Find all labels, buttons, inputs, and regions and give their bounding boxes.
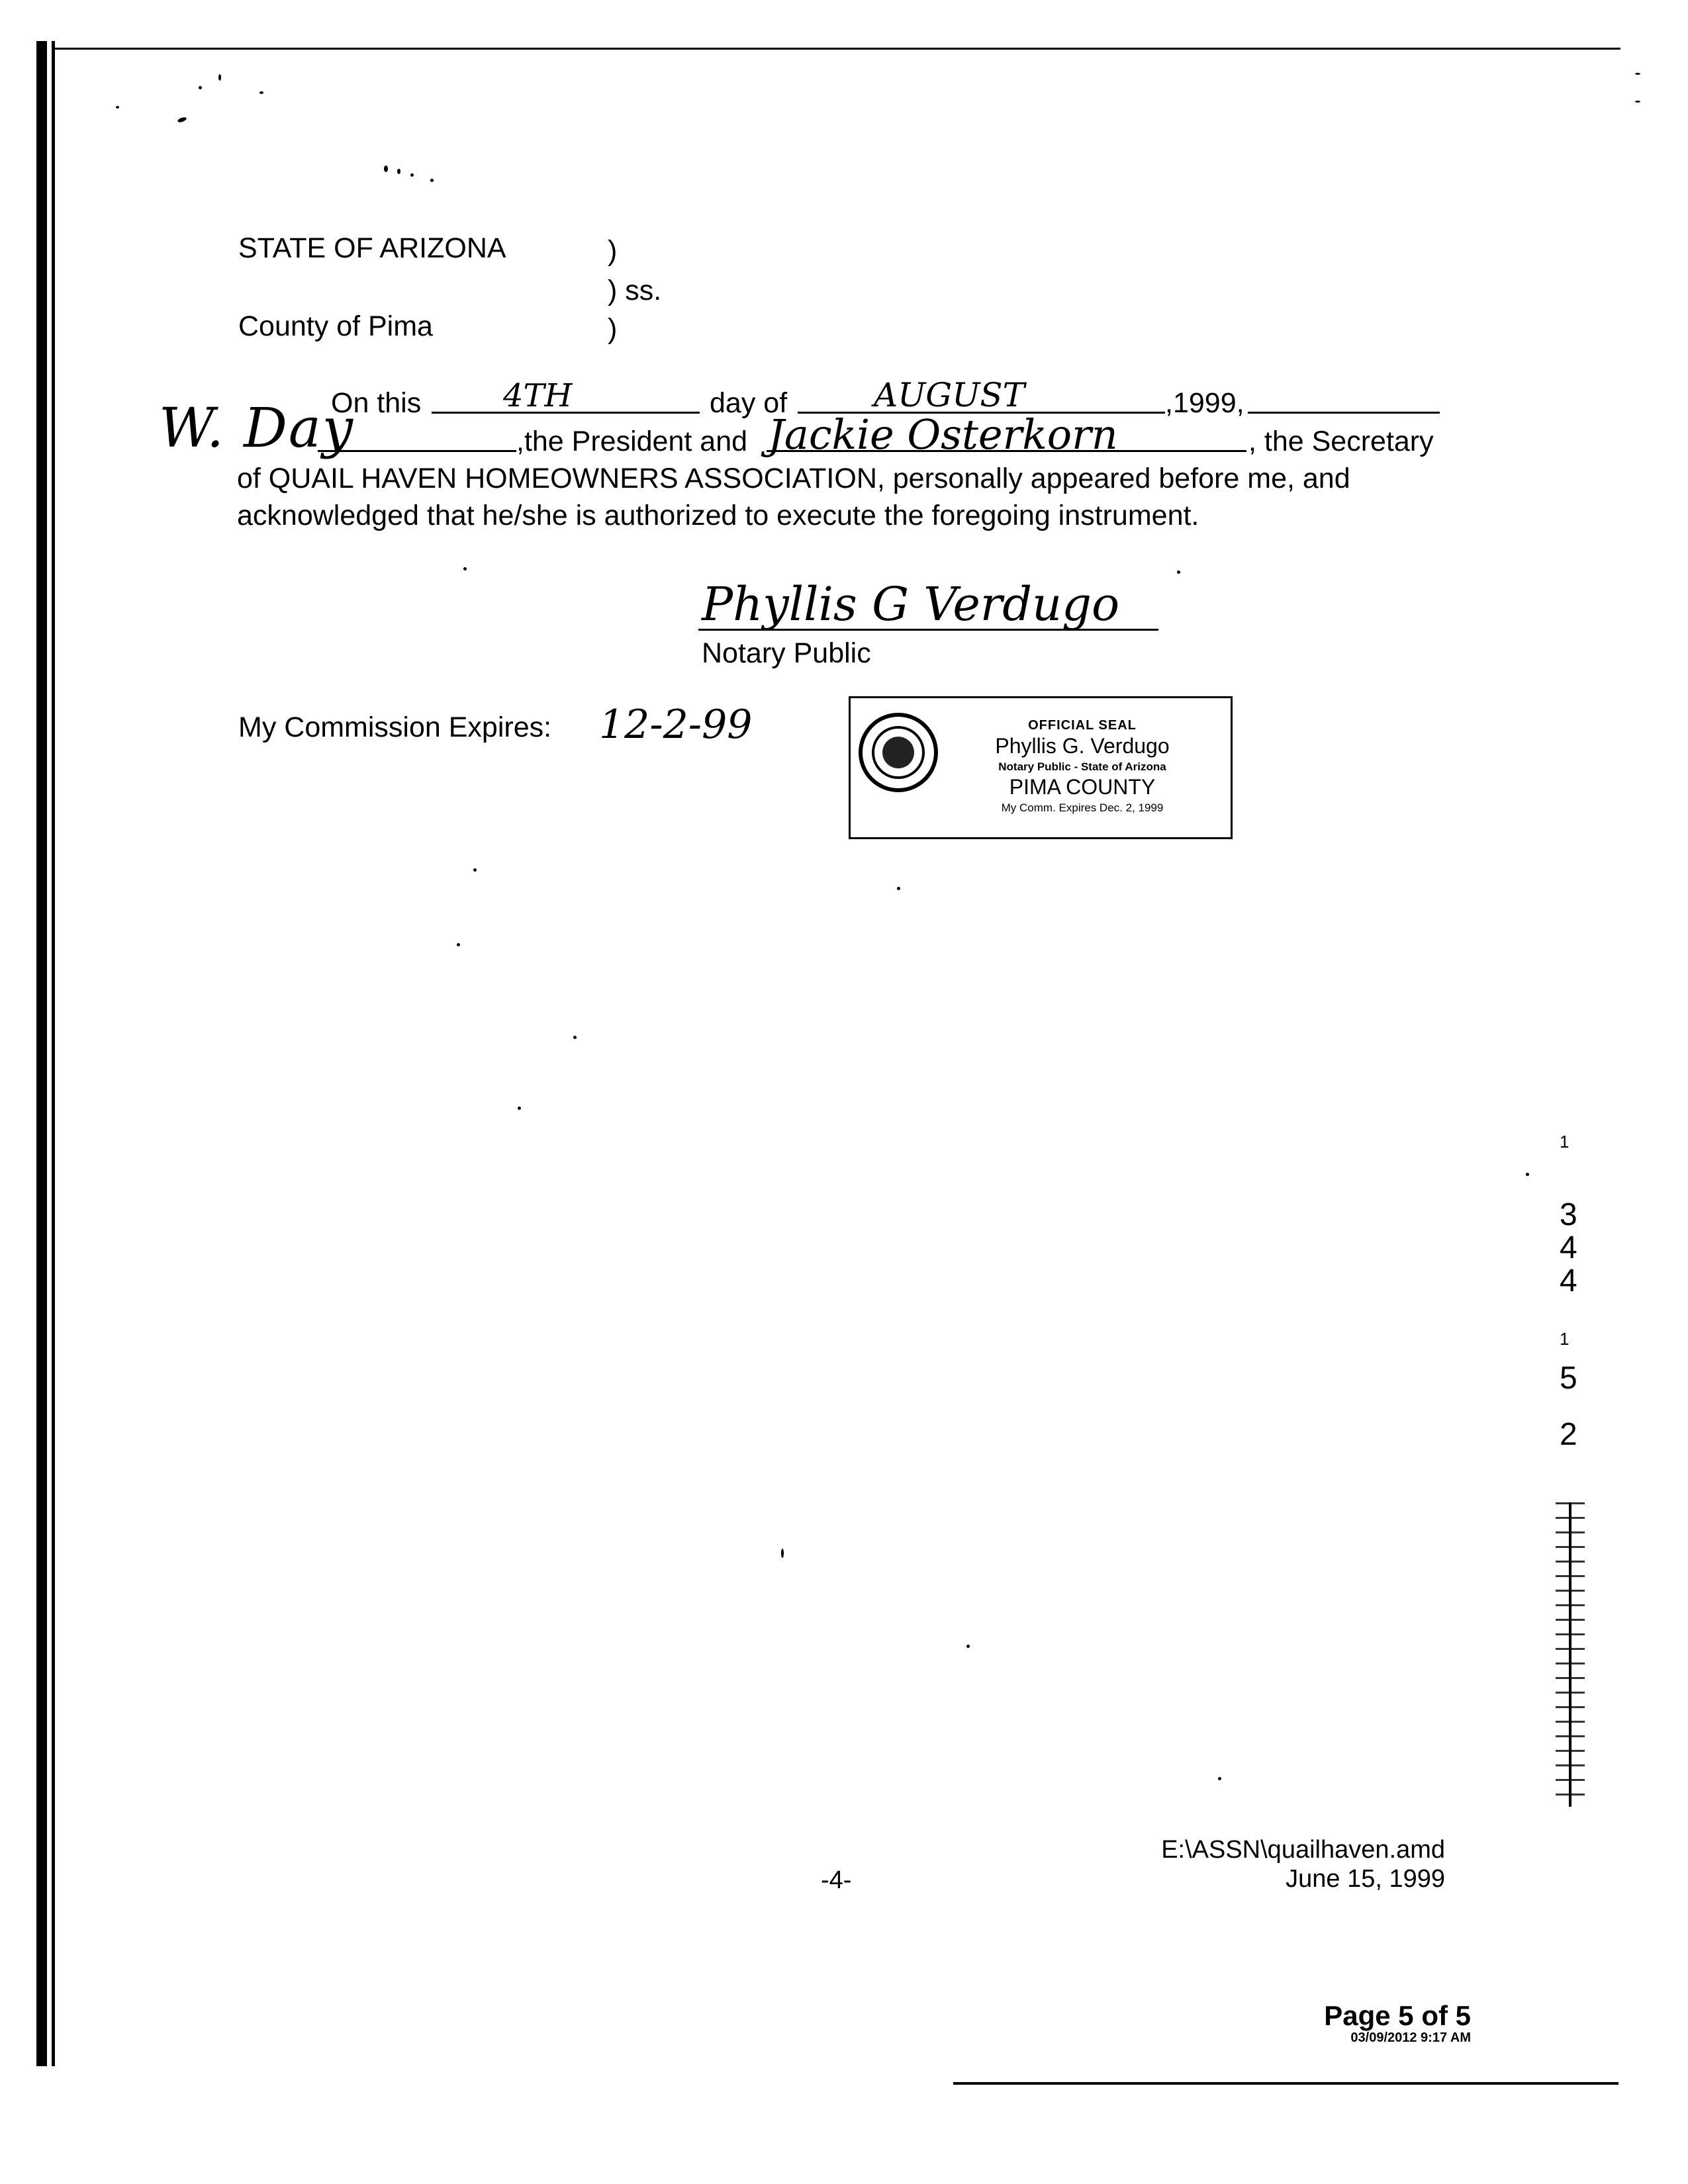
state-seal-icon (859, 713, 938, 792)
day-handwritten: 4TH (503, 377, 573, 414)
venue-paren-3: ) (608, 313, 618, 345)
page-number: -4- (821, 1866, 852, 1894)
notary-label: Notary Public (702, 637, 871, 669)
seal-official: OFFICIAL SEAL (1028, 718, 1137, 733)
president-blank (318, 450, 516, 452)
seal-expires: My Comm. Expires Dec. 2, 1999 (1001, 801, 1164, 814)
seal-name: Phyllis G. Verdugo (995, 734, 1170, 758)
scan-border-left (36, 41, 47, 2066)
scan-border-top (52, 48, 1620, 50)
ack-president-text: ,the President and (516, 426, 748, 457)
commission-handwritten: 12-2-99 (599, 702, 753, 748)
venue-county: County of Pima (238, 310, 433, 342)
ack-line-4: acknowledged that he/she is authorized to execute the foregoing instrument. (237, 500, 1199, 531)
file-path: E:\ASSN\quailhaven.amd (1161, 1836, 1445, 1864)
ack-day-of: day of (710, 387, 788, 419)
month-handwritten: AUGUST (874, 376, 1025, 414)
footer-rule (953, 2082, 1618, 2085)
ack-line-3: of QUAIL HAVEN HOMEOWNERS ASSOCIATION, personally appeared before me, and (237, 463, 1350, 494)
ack-year: ,1999, (1165, 387, 1244, 419)
notary-seal-stamp (849, 696, 1233, 839)
page-of: Page 5 of 5 (1324, 2000, 1471, 2031)
secretary-signature: Jackie Osterkorn (768, 410, 1118, 459)
seal-county: PIMA COUNTY (1009, 775, 1156, 799)
commission-label: My Commission Expires: (238, 711, 552, 743)
notary-signature-line (698, 629, 1158, 631)
notary-signature: Phyllis G Verdugo (702, 577, 1120, 631)
file-date: June 15, 1999 (1286, 1865, 1445, 1893)
scan-border-left-thin (52, 41, 55, 2066)
print-timestamp: 03/09/2012 9:17 AM (1350, 2030, 1471, 2045)
ack-secretary-text: , the Secretary (1248, 426, 1434, 457)
venue-ss: ) ss. (608, 275, 662, 306)
venue-state: STATE OF ARIZONA (238, 232, 506, 264)
president-signature: W. Day (159, 397, 355, 460)
year-trailing-blank (1248, 412, 1440, 414)
ack-on-this: On this (331, 387, 422, 419)
seal-title: Notary Public - State of Arizona (998, 760, 1166, 773)
venue-paren-1: ) (608, 235, 618, 267)
